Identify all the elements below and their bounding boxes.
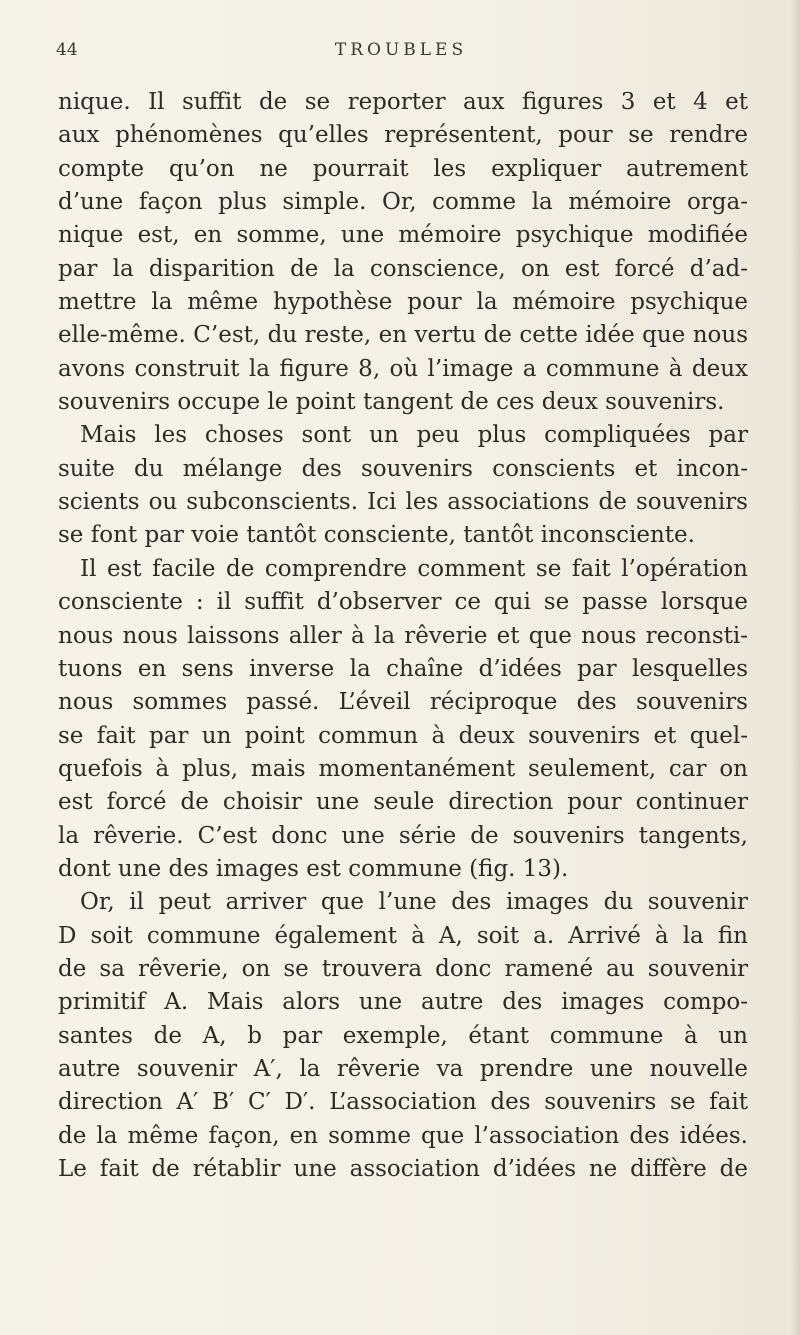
text-line: souvenirs occupe le point tangent de ces deux souvenirs. [58,389,725,416]
text-line: tuons en sens inverse la chaîne d’idées par lesquelles [58,655,748,682]
text-line: elle-même. C’est, du reste, en vertu de cette idée que nous [58,322,748,349]
text-line: autre souvenir A′, la rêverie va prendre une nouvelle [58,1055,748,1082]
text-line: direction A′ B′ C′ D′. L’association des souvenirs se fait [58,1089,748,1116]
text-line: quefois à plus, mais momentanément seulement, car on [58,755,748,782]
text-line: Le fait de rétablir une association d’idées ne diffère de [58,1156,748,1182]
text-line: Mais les choses sont un peu plus compliquées par [80,422,748,449]
text-line: Or, il peut arriver que l’une des images du souvenir [80,889,748,916]
text-line: santes de A, b par exemple, étant commune à un [58,1022,748,1049]
text-line: aux phénomènes qu’elles représentent, pour se rendre [58,122,748,149]
page-edge-shadow [790,0,800,1335]
text-line: avons construit la figure 8, où l’image a commune à deux [58,355,748,382]
text-line: nous sommes passé. L’éveil réciproque des souvenirs [58,689,748,716]
text-line: mettre la même hypothèse pour la mémoire psychique [58,289,748,316]
body-text [58,86,748,1186]
text-line: Il est facile de comprendre comment se fait l’opération [80,555,748,582]
text-line: D soit commune également à A, soit a. Arrivé à la fin [58,922,748,949]
text-line: est forcé de choisir une seule direction pour continuer [58,789,748,816]
text-line: compte qu’on ne pourrait les expliquer autrement [58,155,748,182]
text-line: par la disparition de la conscience, on est forcé d’ad- [58,255,748,282]
text-line: se font par voie tantôt consciente, tantôt inconsciente. [58,522,695,549]
running-head [56,40,746,66]
text-line: primitif A. Mais alors une autre des images compo- [58,989,748,1016]
text-line: de la même façon, en somme que l’association des idées. [58,1122,748,1149]
text-line: dont une des images est commune (fig. 13). [58,855,569,882]
text-line: suite du mélange des souvenirs conscients et incon- [58,455,748,482]
text-line: consciente : il suffit d’observer ce qui se passe lorsque [58,589,748,616]
text-line: nique est, en somme, une mémoire psychique modifiée [58,222,748,249]
text-line: se fait par un point commun à deux souvenirs et quel- [58,722,748,749]
text-line: nique. Il suffit de se reporter aux figures 3 et 4 et [58,89,748,115]
text-line: d’une façon plus simple. Or, comme la mémoire orga- [58,189,748,216]
text-line: scients ou subconscients. Ici les associations de souvenirs [58,489,748,516]
page-number: 44 [56,40,78,60]
text-line: nous nous laissons aller à la rêverie et que nous reconsti- [58,622,748,649]
text-line: de sa rêverie, on se trouvera donc ramené au souvenir [58,955,748,982]
running-title: TROUBLES [334,40,468,60]
text-line: la rêverie. C’est donc une série de souvenirs tangents, [58,822,748,849]
